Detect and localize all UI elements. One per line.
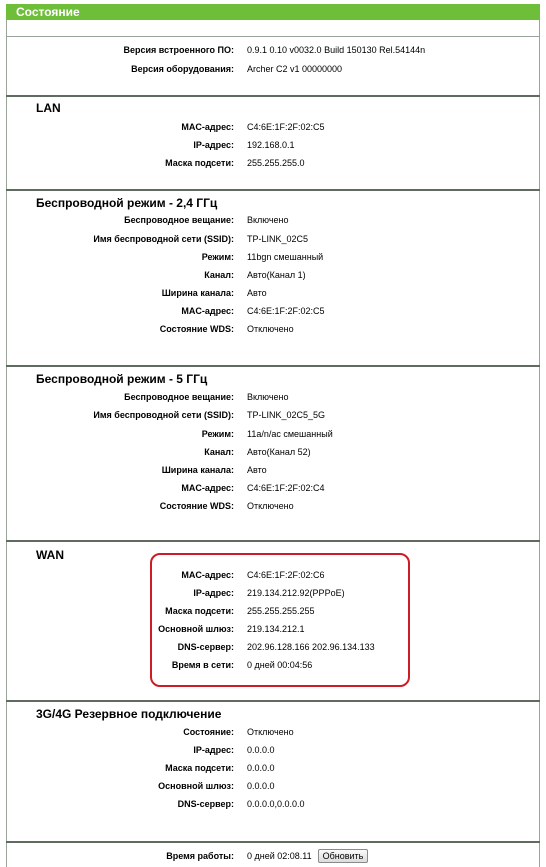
page-title: Состояние: [6, 4, 540, 20]
wireless24-row: [0, 286, 546, 300]
wireless24-row: [0, 268, 546, 282]
field-label: Состояние WDS:: [159, 501, 234, 511]
field-value: C4:6E:1F:2F:02:C5: [247, 122, 325, 132]
wireless5-row: [0, 427, 546, 441]
field-value: Авто: [247, 288, 267, 298]
section-divider: [6, 95, 540, 97]
field-label: Основной шлюз:: [158, 781, 234, 791]
field-value: 255.255.255.255: [247, 606, 315, 616]
field-label: Имя беспроводной сети (SSID):: [93, 234, 234, 244]
wireless24-row: [0, 232, 546, 246]
field-label: Ширина канала:: [161, 465, 234, 475]
field-value: Отключено: [247, 324, 294, 334]
field-value: Отключено: [247, 501, 294, 511]
field-value: Авто(Канал 52): [247, 447, 311, 457]
field-value: 192.168.0.1: [247, 140, 295, 150]
wireless5-row: [0, 463, 546, 477]
section-divider: [6, 700, 540, 702]
field-label: Канал:: [204, 270, 234, 280]
wireless5-row: [0, 499, 546, 513]
field-value: 0.0.0.0: [247, 745, 275, 755]
field-label: Режим:: [201, 429, 234, 439]
wan-row: [0, 604, 546, 618]
wan-row: [0, 586, 546, 600]
field-value: 0.0.0.0: [247, 763, 275, 773]
field-label: IP-адрес:: [193, 140, 234, 150]
field-label: MAC-адрес:: [181, 483, 234, 493]
wireless24-row: [0, 304, 546, 318]
uptime-value: 0 дней 02:08.11: [247, 851, 312, 861]
field-label: Ширина канала:: [161, 288, 234, 298]
field-value: Включено: [247, 392, 289, 402]
firmware-version-row: [0, 43, 546, 57]
lan-row: [0, 156, 546, 170]
field-label: DNS-сервер:: [177, 642, 234, 652]
field-value: 0.9.1 0.10 v0032.0 Build 150130 Rel.54144n: [247, 45, 426, 55]
lan-row: [0, 120, 546, 134]
field-value: 0.0.0.0,0.0.0.0: [247, 799, 305, 809]
field-label: MAC-адрес:: [181, 122, 234, 132]
section-title-wireless-24: Беспроводной режим - 2,4 ГГц: [36, 196, 218, 210]
field-label: Основной шлюз:: [158, 624, 234, 634]
wireless5-row: [0, 408, 546, 422]
field-label: Состояние:: [183, 727, 234, 737]
backup-row: [0, 797, 546, 811]
field-value: Отключено: [247, 727, 294, 737]
uptime-row: [0, 849, 546, 863]
field-value: C4:6E:1F:2F:02:C6: [247, 570, 325, 580]
wan-row: [0, 568, 546, 582]
field-label: IP-адрес:: [193, 745, 234, 755]
wireless5-row: [0, 481, 546, 495]
field-value: 11a/n/ac смешанный: [247, 429, 333, 439]
field-value: Включено: [247, 215, 289, 225]
hardware-version-row: [0, 62, 546, 76]
backup-row: [0, 761, 546, 775]
field-value: 255.255.255.0: [247, 158, 305, 168]
field-label: Маска подсети:: [165, 763, 234, 773]
backup-row: [0, 743, 546, 757]
field-label: Канал:: [204, 447, 234, 457]
field-label: Время работы:: [166, 851, 234, 861]
section-divider: [6, 841, 540, 843]
field-label: MAC-адрес:: [181, 306, 234, 316]
wireless24-row: [0, 213, 546, 227]
wireless24-row: [0, 250, 546, 264]
field-label: Беспроводное вещание:: [124, 392, 234, 402]
field-label: Режим:: [201, 252, 234, 262]
wireless5-row: [0, 445, 546, 459]
refresh-button[interactable]: Обновить: [318, 849, 368, 863]
section-title-lan: LAN: [36, 101, 61, 115]
field-value: C4:6E:1F:2F:02:C5: [247, 306, 325, 316]
field-value: 0.0.0.0: [247, 781, 275, 791]
field-value: 219.134.212.92(PPPoE): [247, 588, 345, 598]
field-value: 219.134.212.1: [247, 624, 305, 634]
wan-row: [0, 640, 546, 654]
field-value: C4:6E:1F:2F:02:C4: [247, 483, 325, 493]
field-label: Беспроводное вещание:: [124, 215, 234, 225]
field-value: Авто(Канал 1): [247, 270, 306, 280]
field-label: Состояние WDS:: [159, 324, 234, 334]
field-value: Archer C2 v1 00000000: [247, 64, 343, 74]
field-value: 202.96.128.166 202.96.134.133: [247, 642, 375, 652]
field-value: TP-LINK_02C5_5G: [247, 410, 326, 420]
field-label: Маска подсети:: [165, 158, 234, 168]
wan-row: [0, 658, 546, 672]
field-label: DNS-сервер:: [177, 799, 234, 809]
section-divider: [6, 365, 540, 367]
section-divider: [6, 540, 540, 542]
wireless24-row: [0, 322, 546, 336]
field-value: TP-LINK_02C5: [247, 234, 309, 244]
field-label: IP-адрес:: [193, 588, 234, 598]
wireless5-row: [0, 390, 546, 404]
backup-row: [0, 725, 546, 739]
section-title-wireless-5: Беспроводной режим - 5 ГГц: [36, 372, 208, 386]
divider: [6, 36, 540, 37]
field-label: Версия оборудования:: [131, 64, 234, 74]
field-label: Имя беспроводной сети (SSID):: [93, 410, 234, 420]
section-title-wan: WAN: [36, 548, 64, 562]
field-value: 0 дней 00:04:56: [247, 660, 313, 670]
section-divider: [6, 189, 540, 191]
lan-row: [0, 138, 546, 152]
field-value: Авто: [247, 465, 267, 475]
field-label: Время в сети:: [171, 660, 234, 670]
wan-row: [0, 622, 546, 636]
backup-row: [0, 779, 546, 793]
field-label: Маска подсети:: [165, 606, 234, 616]
section-title-backup: 3G/4G Резервное подключение: [36, 707, 222, 721]
field-value: 11bgn смешанный: [247, 252, 324, 262]
field-label: Версия встроенного ПО:: [123, 45, 234, 55]
field-label: MAC-адрес:: [181, 570, 234, 580]
